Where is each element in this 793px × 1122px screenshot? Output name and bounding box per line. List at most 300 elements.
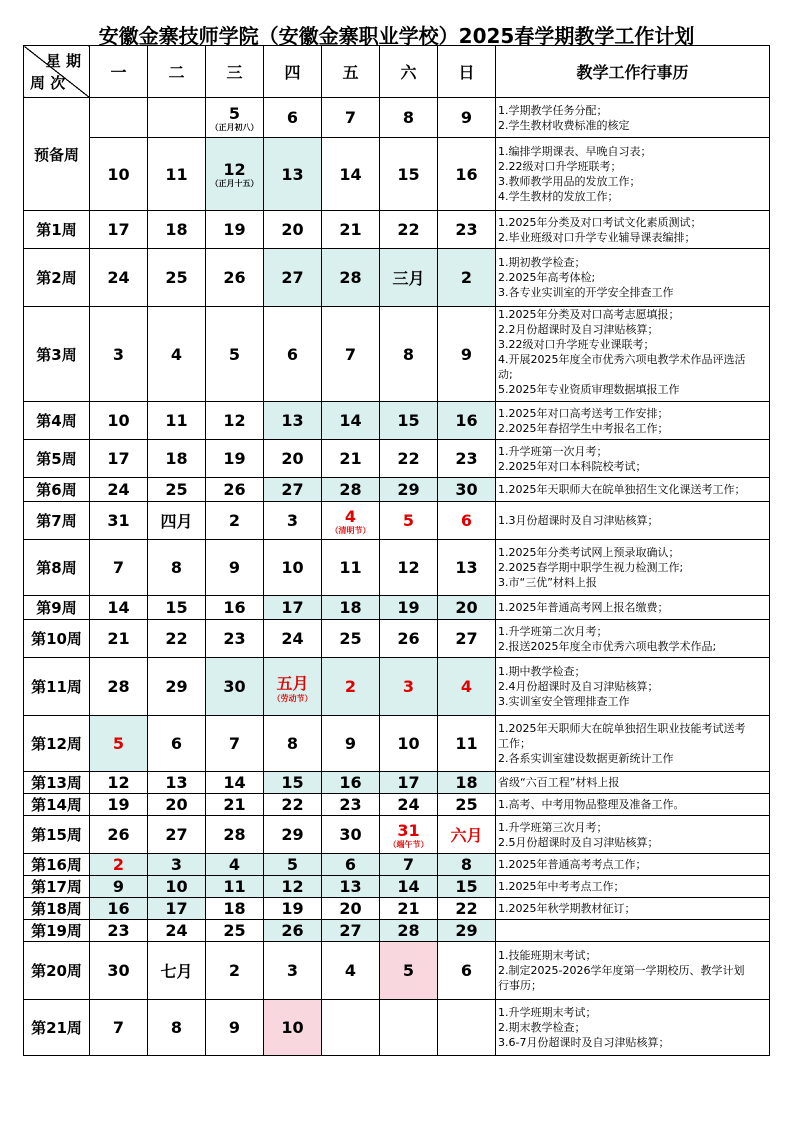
date-number: 16 <box>223 598 246 617</box>
day-header: 日 <box>438 46 496 98</box>
note-line: 1.2025年中考考点工作； <box>498 880 625 893</box>
day-cell <box>206 620 264 658</box>
date-number: 11 <box>165 411 188 430</box>
day-cell <box>438 942 496 1000</box>
note-line: 2.2月份超课时及自习津贴核算； <box>498 323 659 336</box>
date-number: 4 <box>228 855 241 874</box>
date-number: 28 <box>339 480 362 499</box>
note-line: 2.2025年春招学生中考报名工作； <box>498 421 669 435</box>
week-label: 第14周 <box>24 794 90 816</box>
day-cell <box>90 716 148 772</box>
day-cell <box>148 898 206 920</box>
day-cell <box>148 478 206 502</box>
week-label: 预备周 <box>24 98 90 211</box>
day-cell <box>438 211 496 249</box>
date-number: 25 <box>455 795 478 814</box>
note-line: 2.22级对口升学班联考； <box>498 160 622 173</box>
notes-cell <box>496 816 770 854</box>
date-number: 21 <box>107 629 130 648</box>
day-cell <box>264 402 322 440</box>
date-number: 19 <box>281 899 304 918</box>
week-label: 第7周 <box>24 502 90 540</box>
day-cell: 8 <box>380 98 438 138</box>
date-number: 3 <box>286 961 299 980</box>
week-label: 第20周 <box>24 942 90 1000</box>
day-cell <box>90 816 148 854</box>
date-number: 18 <box>455 773 478 792</box>
date-number: 27 <box>455 629 478 648</box>
notes-cell <box>496 898 770 920</box>
date-number: 17 <box>397 773 420 792</box>
date-number: 7 <box>344 344 357 364</box>
day-cell <box>90 211 148 249</box>
day-cell <box>438 440 496 478</box>
week-row <box>24 658 770 716</box>
date-number: 8 <box>286 734 299 753</box>
week-row <box>24 249 770 307</box>
day-cell <box>90 1000 148 1056</box>
date-number: 3 <box>402 677 415 696</box>
date-number: 22 <box>397 220 420 239</box>
day-cell <box>264 1000 322 1056</box>
day-cell <box>322 307 380 402</box>
day-cell <box>148 211 206 249</box>
date-number: 11 <box>339 558 362 577</box>
week-label: 第5周 <box>24 440 90 478</box>
week-label: 第1周 <box>24 211 90 249</box>
date-number: 12 <box>223 411 246 430</box>
day-cell <box>148 854 206 876</box>
day-cell <box>148 1000 206 1056</box>
note-line: 1.升学班第三次月考； <box>498 820 608 834</box>
date-number: 29 <box>165 677 188 696</box>
day-cell: 16 <box>438 138 496 211</box>
day-cell <box>90 478 148 502</box>
day-cell <box>322 478 380 502</box>
day-cell <box>264 596 322 620</box>
notes-cell <box>496 307 770 402</box>
day-cell <box>264 478 322 502</box>
day-cell <box>90 440 148 478</box>
notes-cell <box>496 772 770 794</box>
schedule-table <box>23 45 770 1056</box>
date-number: 23 <box>339 795 362 814</box>
day-cell <box>206 540 264 596</box>
day-cell <box>264 876 322 898</box>
week-row <box>24 942 770 1000</box>
date-number: 七月 <box>160 962 193 981</box>
day-cell <box>322 502 380 540</box>
note-line: 1.技能班期末考试； <box>498 949 597 962</box>
day-cell <box>322 772 380 794</box>
date-number: 17 <box>107 220 130 239</box>
note-line: 1.期中教学检查； <box>498 665 586 678</box>
date-number: 24 <box>107 480 130 499</box>
note-line: 1.升学班第一次月考； <box>498 444 608 458</box>
day-cell <box>264 898 322 920</box>
day-cell <box>206 854 264 876</box>
notes-cell <box>496 942 770 1000</box>
date-number: 2 <box>460 268 473 287</box>
day-cell <box>90 402 148 440</box>
date-number: 15 <box>165 598 188 617</box>
week-row <box>24 898 770 920</box>
notes-cell <box>496 920 770 942</box>
day-cell <box>90 898 148 920</box>
day-cell <box>380 1000 438 1056</box>
day-cell <box>206 794 264 816</box>
notes-cell <box>496 478 770 502</box>
note-line: 省级“六百工程”材料上报 <box>498 776 620 789</box>
date-number: 24 <box>107 268 130 287</box>
day-cell: 15 <box>380 138 438 211</box>
date-number: 13 <box>339 877 362 896</box>
date-number: 6 <box>286 344 299 364</box>
day-cell: 7 <box>322 98 380 138</box>
date-number: 31 <box>397 820 420 840</box>
date-number: 28 <box>397 921 420 940</box>
note-line: 动; <box>498 368 513 381</box>
week-label: 第12周 <box>24 716 90 772</box>
date-number: 20 <box>165 795 188 814</box>
note-line: 3.教师教学用品的发放工作； <box>498 175 641 188</box>
date-number: 15 <box>281 773 304 792</box>
date-number: 22 <box>397 449 420 468</box>
day-cell <box>206 211 264 249</box>
date-number: 10 <box>281 558 304 577</box>
day-cell <box>438 402 496 440</box>
date-number: 16 <box>107 899 130 918</box>
date-number: 4 <box>344 506 357 526</box>
note-line: 1.2025年普通高考考点工作； <box>498 858 647 871</box>
date-number: 30 <box>339 825 362 844</box>
day-cell <box>90 854 148 876</box>
date-number: 5 <box>228 344 241 364</box>
date-number: 30 <box>107 961 130 980</box>
day-cell <box>148 942 206 1000</box>
day-cell <box>264 540 322 596</box>
note-line: 4.学生教材的发放工作； <box>498 190 619 203</box>
week-row <box>24 440 770 478</box>
date-number: 17 <box>281 598 304 617</box>
note-line: 1.升学班第二次月考； <box>498 624 608 638</box>
day-cell <box>148 772 206 794</box>
date-number: 4 <box>170 344 183 364</box>
note-line: 1.2025年分类及对口考试文化素质测试； <box>498 215 702 229</box>
date-number: 29 <box>397 480 420 499</box>
day-cell <box>148 402 206 440</box>
day-cell <box>438 478 496 502</box>
date-number: 2 <box>112 855 125 874</box>
date-number: 8 <box>170 558 183 577</box>
holiday-label: （正月初八） <box>210 122 259 132</box>
day-cell <box>206 920 264 942</box>
day-cell <box>322 898 380 920</box>
day-cell <box>380 920 438 942</box>
notes-cell <box>496 854 770 876</box>
day-cell <box>264 794 322 816</box>
day-cell <box>322 920 380 942</box>
date-number: 23 <box>223 629 246 648</box>
date-number: 6 <box>344 855 357 874</box>
date-number: 19 <box>223 449 246 468</box>
date-number: 16 <box>339 773 362 792</box>
week-row <box>24 876 770 898</box>
date-number: 13 <box>455 558 478 577</box>
day-cell: 11 <box>148 138 206 211</box>
day-cell <box>380 307 438 402</box>
date-number: 五月 <box>276 673 309 693</box>
notes-cell <box>496 540 770 596</box>
note-line: 2.报送2025年度全市优秀六项电教学术作品; <box>498 639 717 653</box>
day-cell <box>380 440 438 478</box>
week-label: 第18周 <box>24 898 90 920</box>
day-cell <box>90 658 148 716</box>
date-number: 2 <box>228 511 241 530</box>
diagonal-header-cell <box>24 46 90 98</box>
note-line: 1.编排学期课表、早晚自习表； <box>498 145 652 158</box>
date-number: 10 <box>281 1018 304 1037</box>
date-number: 三月 <box>392 269 425 288</box>
week-row <box>24 794 770 816</box>
notes-cell <box>496 620 770 658</box>
date-number: 6 <box>460 961 473 980</box>
note-line: 2.期末教学检查； <box>498 1021 586 1034</box>
date-number: 13 <box>165 773 188 792</box>
day-cell <box>148 876 206 898</box>
day-cell <box>264 211 322 249</box>
date-number: 21 <box>397 899 420 918</box>
week-label: 第11周 <box>24 658 90 716</box>
date-number: 20 <box>281 220 304 239</box>
notes-cell <box>496 211 770 249</box>
date-number: 26 <box>107 825 130 844</box>
date-number: 29 <box>281 825 304 844</box>
date-number: 22 <box>281 795 304 814</box>
day-cell <box>264 772 322 794</box>
date-number: 25 <box>339 629 362 648</box>
day-cell <box>438 596 496 620</box>
day-cell <box>322 620 380 658</box>
day-cell <box>438 920 496 942</box>
notes-header: 教学工作行事历 <box>496 46 770 98</box>
day-cell <box>148 540 206 596</box>
day-cell <box>90 620 148 658</box>
day-cell <box>90 942 148 1000</box>
holiday-label: （清明节） <box>330 525 371 535</box>
note-line: 3.6-7月份超课时及自习津贴核算； <box>498 1036 670 1049</box>
day-cell: 10 <box>90 138 148 211</box>
date-number: 11 <box>223 877 246 896</box>
notes-cell <box>496 716 770 772</box>
day-cell <box>206 502 264 540</box>
day-cell <box>438 1000 496 1056</box>
date-number: 10 <box>107 411 130 430</box>
date-number: 17 <box>107 449 130 468</box>
prep-row-1 <box>24 98 770 138</box>
day-cell <box>206 249 264 307</box>
day-cell <box>206 942 264 1000</box>
week-row <box>24 716 770 772</box>
day-cell <box>148 307 206 402</box>
date-number: 8 <box>460 855 473 874</box>
date-number: 14 <box>223 773 246 792</box>
week-label: 第2周 <box>24 249 90 307</box>
day-cell <box>264 249 322 307</box>
week-label: 第10周 <box>24 620 90 658</box>
note-line: 2.2025年对口本科院校考试； <box>498 459 647 473</box>
week-row <box>24 540 770 596</box>
note-line: 1.2025年普通高考网上报名缴费； <box>498 601 669 614</box>
day-cell <box>206 307 264 402</box>
date-number: 14 <box>397 877 420 896</box>
date-number: 23 <box>455 449 478 468</box>
day-cell <box>206 440 264 478</box>
week-label: 第13周 <box>24 772 90 794</box>
day-cell <box>322 876 380 898</box>
note-line: 3.实训室安全管理排查工作 <box>498 695 630 708</box>
date-number: 16 <box>455 411 478 430</box>
date-number: 25 <box>165 268 188 287</box>
date-number: 19 <box>107 795 130 814</box>
date-number: 18 <box>165 220 188 239</box>
note-line: 2.毕业班级对口升学专业辅导课表编排； <box>498 230 696 244</box>
notes-cell <box>496 658 770 716</box>
note-line: 1.升学班期末考试； <box>498 1006 597 1019</box>
day-cell <box>264 307 322 402</box>
day-cell <box>264 920 322 942</box>
day-cell <box>90 920 148 942</box>
day-cell <box>322 942 380 1000</box>
week-num-label: 周 次 <box>30 74 66 92</box>
day-cell <box>438 898 496 920</box>
holiday-label: （劳动节） <box>272 693 313 703</box>
day-cell <box>438 716 496 772</box>
date-number: 10 <box>165 877 188 896</box>
week-row <box>24 620 770 658</box>
date-number: 12 <box>107 773 130 792</box>
notes-cell <box>496 502 770 540</box>
day-cell <box>206 478 264 502</box>
day-cell <box>438 620 496 658</box>
notes-cell <box>496 596 770 620</box>
day-header: 二 <box>148 46 206 98</box>
day-cell <box>148 716 206 772</box>
day-cell <box>148 816 206 854</box>
day-cell <box>380 816 438 854</box>
note-line: 2.5月份超课时及自习津贴核算； <box>498 835 659 849</box>
date-number: 30 <box>223 677 246 696</box>
day-cell <box>438 249 496 307</box>
date-number: 6 <box>460 511 473 530</box>
date-number: 27 <box>281 480 304 499</box>
date-number: 2 <box>344 677 357 696</box>
date-number: 23 <box>107 921 130 940</box>
day-cell <box>90 249 148 307</box>
day-cell <box>90 307 148 402</box>
day-cell <box>438 772 496 794</box>
notes-cell <box>496 249 770 307</box>
day-cell <box>380 478 438 502</box>
day-cell <box>206 658 264 716</box>
week-label: 第4周 <box>24 402 90 440</box>
date-number: 11 <box>455 734 478 753</box>
date-number: 28 <box>223 825 246 844</box>
date-number: 7 <box>228 734 241 753</box>
day-cell <box>148 620 206 658</box>
day-cell <box>322 596 380 620</box>
day-cell <box>264 502 322 540</box>
week-row <box>24 307 770 402</box>
day-cell <box>148 596 206 620</box>
date-number: 5 <box>286 855 299 874</box>
date-number: 21 <box>223 795 246 814</box>
date-number: 25 <box>223 921 246 940</box>
day-cell <box>206 816 264 854</box>
date-number: 3 <box>286 511 299 530</box>
day-cell <box>90 876 148 898</box>
week-row <box>24 1000 770 1056</box>
note-line: 5.2025年专业资质审理数据填报工作 <box>498 383 680 396</box>
week-label: 第19周 <box>24 920 90 942</box>
day-header: 五 <box>322 46 380 98</box>
day-cell <box>438 307 496 402</box>
day-cell <box>90 98 148 138</box>
page-title: 安徽金寨技师学院（安徽金寨职业学校）2025春学期教学工作计划 <box>98 24 695 48</box>
date-number: 6 <box>170 734 183 753</box>
date-number: 2 <box>228 961 241 980</box>
date-number: 18 <box>165 449 188 468</box>
date-number: 9 <box>112 877 125 896</box>
day-cell <box>206 772 264 794</box>
date-number: 12 <box>223 160 246 179</box>
week-label: 第9周 <box>24 596 90 620</box>
date-number: 24 <box>397 795 420 814</box>
day-cell <box>206 876 264 898</box>
date-number: 3 <box>170 855 183 874</box>
note-line: 2.2025年高考体检; <box>498 271 596 284</box>
note-line: 1.2025年分类及对口高考志愿填报； <box>498 308 680 321</box>
day-header: 六 <box>380 46 438 98</box>
day-cell <box>380 716 438 772</box>
date-number: 31 <box>107 511 130 530</box>
day-header: 三 <box>206 46 264 98</box>
week-row <box>24 816 770 854</box>
week-label: 第8周 <box>24 540 90 596</box>
date-number: 四月 <box>160 512 193 531</box>
day-cell <box>206 716 264 772</box>
date-number: 7 <box>112 1018 125 1037</box>
date-number: 3 <box>112 344 125 364</box>
date-number: 5 <box>402 961 415 980</box>
note-line: 2.4月份超课时及自习津贴核算； <box>498 680 659 693</box>
week-row <box>24 478 770 502</box>
day-cell <box>148 249 206 307</box>
date-number: 27 <box>281 268 304 287</box>
note-line: 1.高考、中考用物品整理及准备工作。 <box>498 798 685 811</box>
date-number: 14 <box>107 598 130 617</box>
day-cell <box>148 794 206 816</box>
date-number: 27 <box>165 825 188 844</box>
day-cell <box>438 816 496 854</box>
date-number: 9 <box>344 734 357 753</box>
day-cell <box>438 502 496 540</box>
date-number: 22 <box>455 899 478 918</box>
day-cell <box>322 211 380 249</box>
date-number: 26 <box>223 480 246 499</box>
notes-cell <box>496 98 770 138</box>
date-number: 5 <box>112 734 125 753</box>
